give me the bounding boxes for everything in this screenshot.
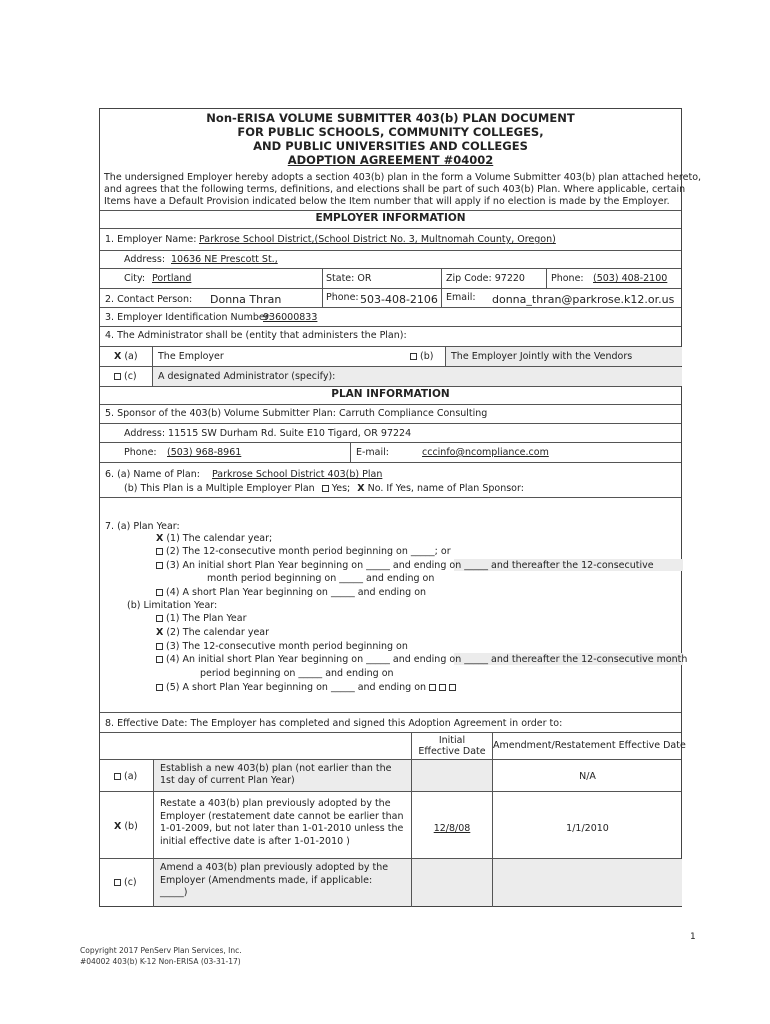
effective-option-b-text: Restate a 403(b) plan previously adopted by the Employer (restatement date cannot be earlier than 1-01-2009, but not later than 1-01-2010 unless the initial effective date is after 1-01-2010 )	[160, 798, 404, 847]
adoption-agreement-form	[99, 108, 702, 907]
contact-email-label: Email:	[446, 292, 476, 303]
checkbox-icon	[429, 684, 436, 691]
sponsor-phone-label: Phone:	[124, 447, 157, 458]
effective-option-c-label: (c)	[124, 877, 137, 888]
address-value[interactable]: 10636 NE Prescott St.,	[171, 254, 278, 265]
effective-date-label: 8. Effective Date: The Employer has completed and signed this Adoption Agreement in order to:	[105, 718, 563, 729]
checkbox-icon	[156, 562, 163, 569]
plan-name-value[interactable]: Parkrose School District 403(b) Plan	[212, 469, 383, 480]
plan-year-option-4-text: (4) A short Plan Year beginning on _____ and ending on	[166, 587, 427, 598]
city-label: City:	[124, 273, 146, 284]
checkbox-icon	[156, 684, 163, 691]
col-initial-line-2: Effective Date	[418, 746, 486, 757]
effective-option-a-label: (a)	[124, 771, 138, 782]
page-number: 1	[690, 932, 696, 942]
x-mark: X	[114, 821, 122, 832]
admin-option-b-label: (b)	[420, 351, 434, 362]
checkbox-icon	[114, 879, 121, 886]
checkbox-icon	[156, 643, 163, 650]
checkbox-icon	[114, 373, 121, 380]
sponsor-email-label: E-mail:	[356, 447, 389, 458]
limitation-year-option-5-text: (5) A short Plan Year beginning on _____ and ending on	[166, 682, 427, 693]
multiple-employer-label: (b) This Plan is a Multiple Employer Plan	[124, 483, 315, 494]
intro-line-2: and agrees that the following terms, definitions, and elections shall be part of such 403(b) Plan. Where applicable, certain	[104, 184, 686, 195]
effective-option-b-amend-date[interactable]: 1/1/2010	[566, 823, 609, 834]
employer-phone-value[interactable]: (503) 408-2100	[593, 273, 668, 284]
employer-name-label: 1. Employer Name:	[105, 234, 197, 245]
plan-year-option-2[interactable]	[156, 546, 451, 557]
col-amendment-header: Amendment/Restatement Effective Date	[493, 740, 686, 751]
employer-phone-label: Phone:	[551, 273, 584, 284]
footer-form-id: #04002 403(b) K-12 Non-ERISA (03-31-17)	[80, 957, 241, 966]
admin-option-a-label: (a)	[124, 351, 138, 362]
plan-year-option-3-cont: month period beginning on _____ and ending on	[207, 573, 435, 584]
x-mark[interactable]: X	[357, 483, 365, 494]
plan-year-option-4[interactable]	[156, 587, 426, 598]
zip-value[interactable]: Zip Code: 97220	[446, 273, 525, 284]
admin-option-a-text: The Employer	[158, 351, 224, 362]
ein-label: 3. Employer Identification Number:	[105, 312, 272, 323]
admin-option-b[interactable]	[410, 351, 433, 362]
form-title-line-1: Non-ERISA VOLUME SUBMITTER 403(b) PLAN DOCUMENT	[206, 111, 575, 125]
plan-year-option-1[interactable]	[156, 533, 272, 544]
plan-information-heading: PLAN INFORMATION	[331, 388, 450, 400]
x-mark: X	[114, 351, 122, 362]
ein-value[interactable]: 936000833	[263, 312, 318, 323]
checkbox-icon	[114, 773, 121, 780]
x-mark: X	[156, 627, 164, 638]
sponsor-email-value: cccinfo@ncompliance.com	[422, 447, 549, 458]
checkbox-icon	[410, 353, 417, 360]
limitation-year-option-3-text: (3) The 12-consecutive month period beginning on	[166, 641, 408, 652]
contact-phone-label: Phone:	[326, 292, 359, 303]
contact-person-label: 2. Contact Person:	[105, 294, 193, 305]
intro-line-3: Items have a Default Provision indicated below the Item number that will apply if no election is made by the Employer.	[104, 196, 670, 207]
footer-copyright: Copyright 2017 PenServ Plan Services, Inc.	[80, 946, 242, 955]
administrator-label: 4. The Administrator shall be (entity that administers the Plan):	[105, 330, 407, 341]
yes-option: Yes;	[331, 483, 351, 494]
effective-option-b[interactable]	[114, 821, 138, 832]
admin-option-c[interactable]	[114, 371, 137, 382]
limitation-year-label: (b) Limitation Year:	[127, 600, 218, 611]
city-value[interactable]: Portland	[152, 273, 192, 284]
limitation-year-option-5[interactable]	[156, 682, 459, 693]
plan-year-label: 7. (a) Plan Year:	[105, 521, 180, 532]
plan-name-label: 6. (a) Name of Plan:	[105, 469, 200, 480]
employer-information-heading: EMPLOYER INFORMATION	[315, 212, 466, 224]
effective-option-c[interactable]	[114, 877, 137, 888]
checkbox-icon	[156, 589, 163, 596]
intro-line-1: The undersigned Employer hereby adopts a section 403(b) plan in the form a Volume Submitter 403(b) plan attached hereto,	[104, 172, 702, 183]
multiple-employer-question	[124, 483, 524, 494]
sponsor-address: Address: 11515 SW Durham Rd. Suite E10 Tigard, OR 97224	[124, 428, 412, 439]
checkbox-icon[interactable]	[322, 485, 329, 492]
sponsor-text: 5. Sponsor of the 403(b) Volume Submitter Plan: Carruth Compliance Consulting	[105, 408, 488, 419]
limitation-year-option-1-text: (1) The Plan Year	[166, 613, 247, 624]
x-mark: X	[156, 533, 164, 544]
limitation-year-option-4-cont: period beginning on _____ and ending on	[200, 668, 394, 679]
plan-year-option-3-text: (3) An initial short Plan Year beginning on _____ and ending on _____ and thereafter the 12-consecutive	[166, 560, 654, 571]
plan-year-option-2-text: (2) The 12-consecutive month period beginning on _____; or	[166, 546, 451, 557]
sponsor-phone-value: (503) 968-8961	[167, 447, 242, 458]
no-option: No. If Yes, name of Plan Sponsor:	[367, 483, 524, 494]
effective-option-a[interactable]	[114, 771, 137, 782]
limitation-year-option-2[interactable]	[156, 627, 269, 638]
checkbox-icon	[439, 684, 446, 691]
effective-option-a-amend-date: N/A	[579, 771, 596, 782]
checkbox-icon	[156, 615, 163, 622]
col-initial-line-1: Initial	[438, 735, 466, 746]
limitation-year-option-2-text: (2) The calendar year	[166, 627, 270, 638]
checkbox-icon	[449, 684, 456, 691]
plan-year-option-1-text: (1) The calendar year;	[166, 533, 273, 544]
contact-email-value[interactable]: donna_thran@parkrose.k12.or.us	[492, 293, 675, 306]
form-title-line-4: ADOPTION AGREEMENT #04002	[287, 153, 494, 167]
address-label: Address:	[124, 254, 166, 265]
contact-person-value[interactable]: Donna Thran	[210, 293, 282, 306]
form-title-line-3: AND PUBLIC UNIVERSITIES AND COLLEGES	[253, 139, 528, 153]
checkbox-icon	[156, 548, 163, 555]
effective-option-b-initial-date[interactable]: 12/8/08	[433, 823, 471, 834]
employer-name-value[interactable]: Parkrose School District,(School District No. 3, Multnomah County, Oregon)	[199, 234, 556, 245]
effective-option-c-text: Amend a 403(b) plan previously adopted by the Employer (Amendments made, if applicable: _____)	[160, 862, 389, 898]
admin-option-c-text: A designated Administrator (specify):	[158, 371, 336, 382]
limitation-year-option-4-text: (4) An initial short Plan Year beginning on _____ and ending on _____ and thereafter the 12-consecutive month	[166, 654, 688, 665]
contact-phone-value[interactable]: 503-408-2106	[360, 293, 438, 306]
state-value[interactable]: State: OR	[326, 273, 372, 284]
admin-option-b-text: The Employer Jointly with the Vendors	[451, 351, 633, 362]
limitation-year-option-3[interactable]	[156, 641, 408, 652]
checkbox-icon	[156, 656, 163, 663]
limitation-year-option-1[interactable]	[156, 613, 247, 624]
form-title-line-2: FOR PUBLIC SCHOOLS, COMMUNITY COLLEGES,	[237, 125, 544, 139]
effective-option-b-label: (b)	[124, 821, 138, 832]
admin-option-c-label: (c)	[124, 371, 137, 382]
limitation-year-option-4[interactable]	[156, 654, 687, 665]
plan-year-option-3[interactable]	[156, 560, 654, 571]
admin-option-a[interactable]	[114, 351, 138, 362]
effective-option-a-text: Establish a new 403(b) plan (not earlier than the 1st day of current Plan Year)	[160, 763, 392, 786]
